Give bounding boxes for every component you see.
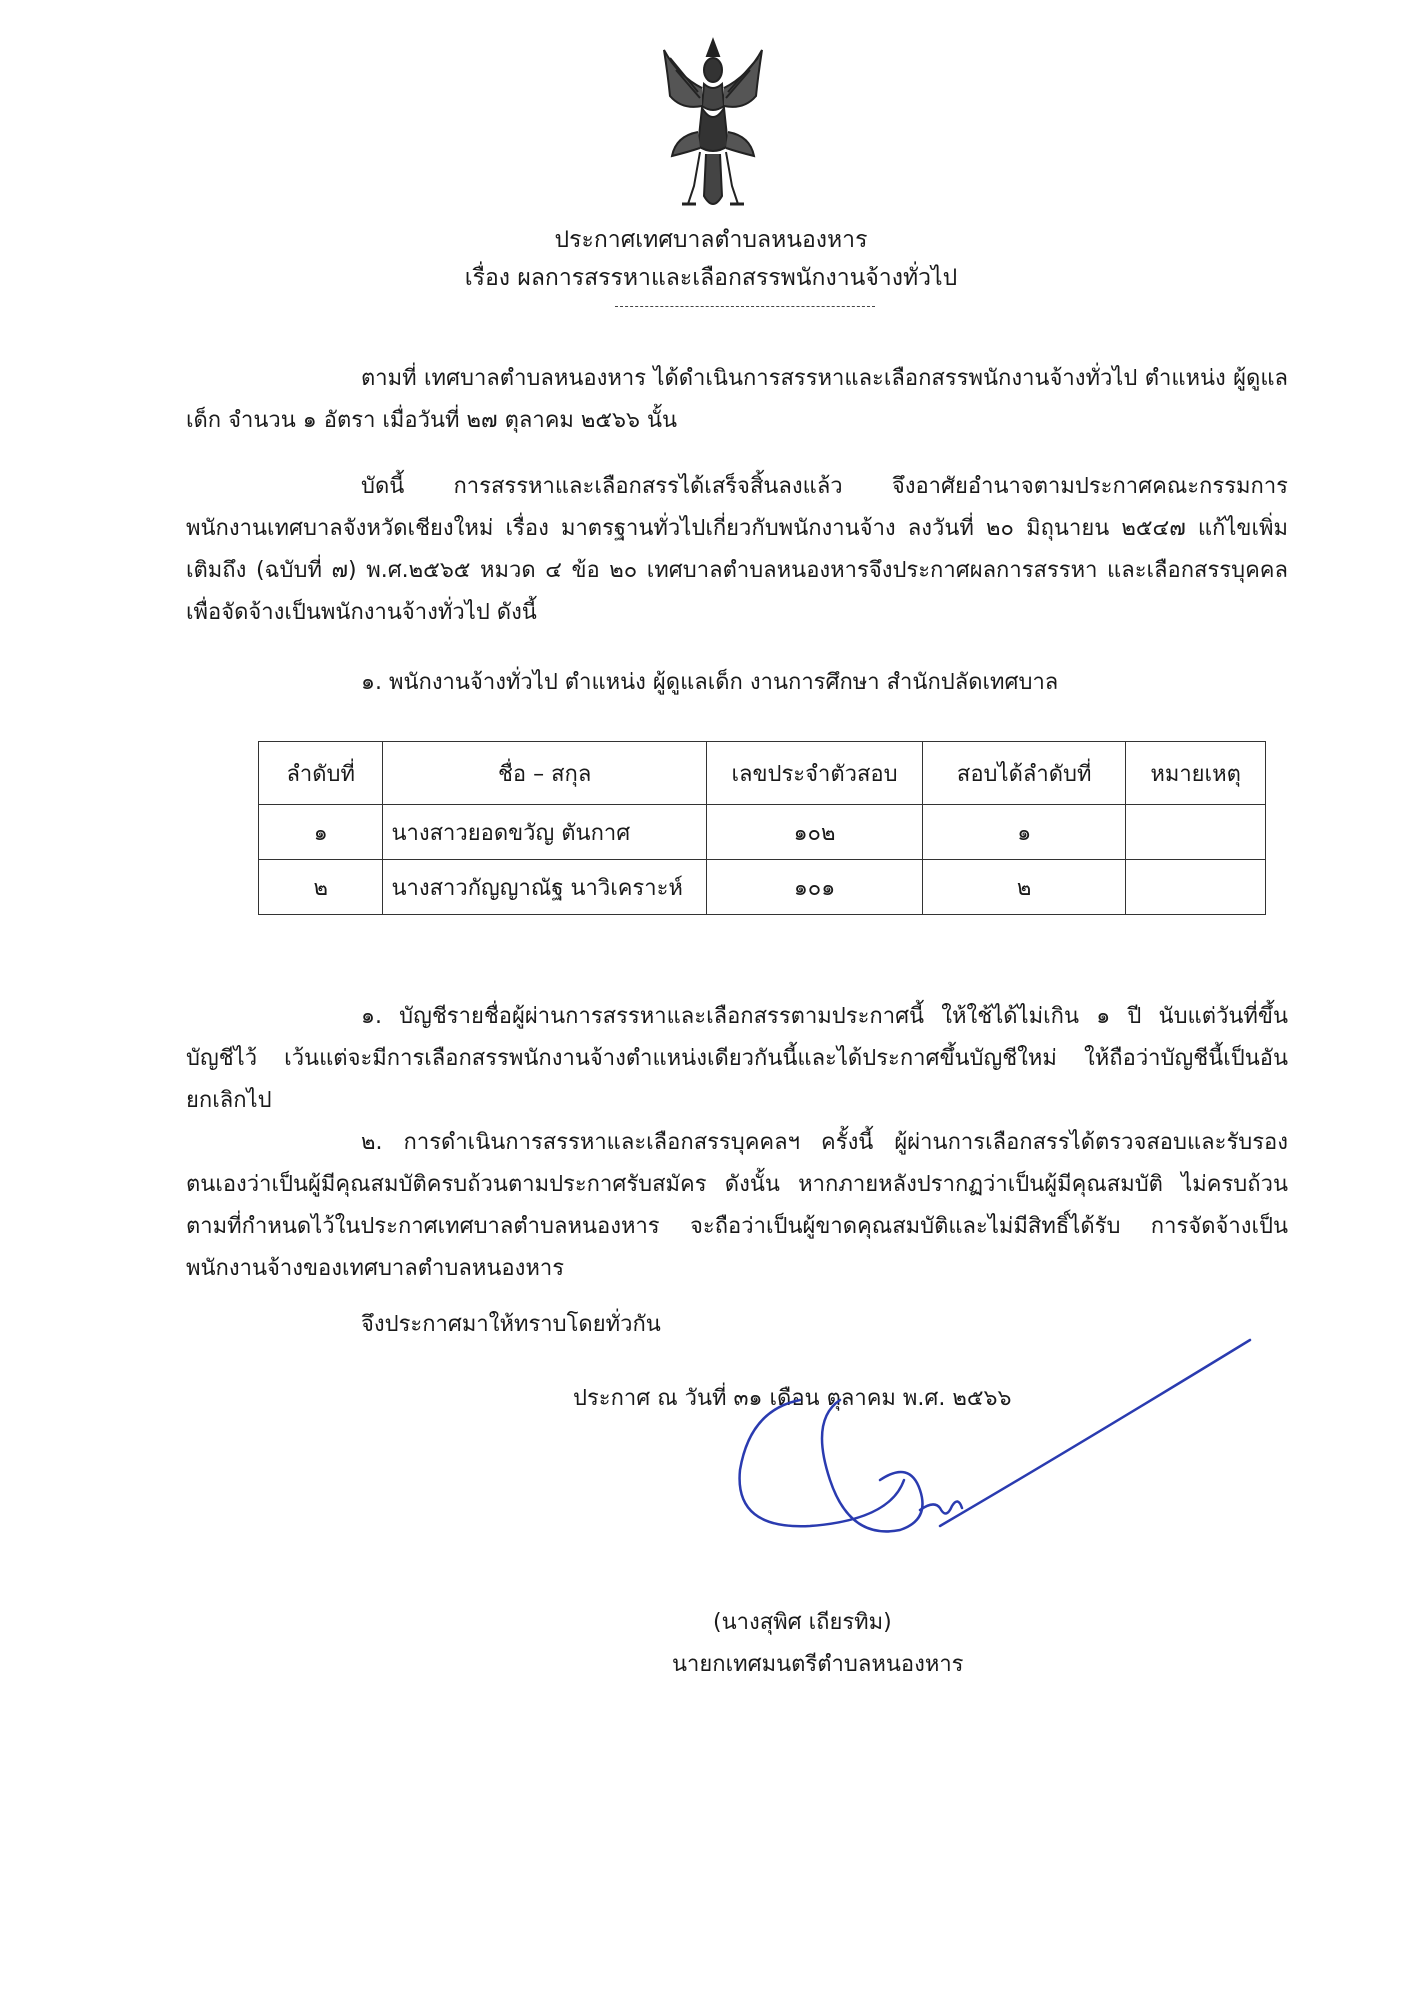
- signature-icon: [690, 1330, 1290, 1580]
- header-note: หมายเหตุ: [1126, 742, 1266, 805]
- row-name: นางสาวกัญญาณัฐ นาวิเคราะห์: [383, 860, 706, 915]
- table-row: [259, 805, 1266, 860]
- row-order: ๑: [259, 805, 383, 860]
- header-order: ลำดับที่: [259, 742, 383, 805]
- row-rank: ๒: [923, 860, 1126, 915]
- announce-date: ประกาศ ณ วันที่ ๓๑ เดือน ตุลาคม พ.ศ. ๒๕๖๖: [573, 1386, 1012, 1411]
- announcement-subject: เรื่อง ผลการสรรหาและเลือกสรรพนักงานจ้างทั่วไป: [464, 265, 958, 291]
- header-name: ชื่อ – สกุล: [383, 742, 706, 805]
- row-note: [1126, 805, 1266, 860]
- title-divider: [615, 306, 875, 307]
- row-note: [1126, 860, 1266, 915]
- row-exam-id: ๑๐๑: [706, 860, 922, 915]
- table-row: [259, 860, 1266, 915]
- signer-name: (นางสุพิศ เถียรทิม): [713, 1610, 892, 1635]
- row-name: นางสาวยอดขวัญ ตันกาศ: [383, 805, 706, 860]
- row-exam-id: ๑๐๒: [706, 805, 922, 860]
- row-rank: ๑: [923, 805, 1126, 860]
- header-rank: สอบได้ลำดับที่: [923, 742, 1126, 805]
- note-1: ๑. บัญชีรายชื่อผู้ผ่านการสรรหาและเลือกสรรตามประกาศนี้ ให้ใช้ได้ไม่เกิน ๑ ปี นับแต่วันที่ขึ้น บัญชีไว้ เว้นแต่จะมีการเลือกสรรพนักงานจ้างตำแหน่งเดียวกันนี้และได้ประกาศขึ้นบัญชีใหม่ ให้ถือว่าบัญชีนี้เป็นอัน ยกเลิกไป: [186, 1004, 1288, 1113]
- section-1-heading: ๑. พนักงานจ้างทั่วไป ตำแหน่ง ผู้ดูแลเด็ก งานการศึกษา สำนักปลัดเทศบาล: [361, 670, 1059, 695]
- note-2: ๒. การดำเนินการสรรหาและเลือกสรรบุคคลฯ ครั้งนี้ ผู้ผ่านการเลือกสรรได้ตรวจสอบและรับรอง ตนเองว่าเป็นผู้มีคุณสมบัติครบถ้วนตามประกาศรับสมัคร ดังนั้น หากภายหลังปรากฏว่าเป็นผู้มีคุณสมบัติ ไม่ครบถ้วน ตามที่กำหนดไว้ในประกาศเทศบาลตำบลหนองหาร จะถือว่าเป็นผู้ขาดคุณสมบัติและไม่มีสิทธิ์ได้รับ การจัดจ้างเป็นพนักงานจ้างของเทศบาลตำบลหนองหาร: [186, 1130, 1288, 1281]
- announcement-title: ประกาศเทศบาลตำบลหนองหาร: [554, 227, 868, 253]
- closing-announce: จึงประกาศมาให้ทราบโดยทั่วกัน: [361, 1312, 661, 1337]
- garuda-emblem-icon: [658, 36, 768, 216]
- signer-title: นายกเทศมนตรีตำบลหนองหาร: [672, 1652, 964, 1677]
- paragraph-2: บัดนี้ การสรรหาและเลือกสรรได้เสร็จสิ้นลงแล้ว จึงอาศัยอำนาจตามประกาศคณะกรรมการ พนักงานเทศบาลจังหวัดเชียงใหม่ เรื่อง มาตรฐานทั่วไปเกี่ยวกับพนักงานจ้าง ลงวันที่ ๒๐ มิถุนายน ๒๕๔๗ แก้ไขเพิ่มเติมถึง (ฉบับที่ ๗) พ.ศ.๒๕๖๕ หมวด ๔ ข้อ ๒๐ เทศบาลตำบลหนองหารจึงประกาศผลการสรรหา และเลือกสรรบุคคลเพื่อจัดจ้างเป็นพนักงานจ้างทั่วไป ดังนี้: [186, 474, 1288, 625]
- header-exam-id: เลขประจำตัวสอบ: [706, 742, 922, 805]
- results-table: [258, 741, 1266, 915]
- table-header-row: [259, 742, 1266, 805]
- row-order: ๒: [259, 860, 383, 915]
- paragraph-1: ตามที่ เทศบาลตำบลหนองหาร ได้ดำเนินการสรรหาและเลือกสรรพนักงานจ้างทั่วไป ตำแหน่ง ผู้ดูแลเด็ก จำนวน ๑ อัตรา เมื่อวันที่ ๒๗ ตุลาคม ๒๕๖๖ นั้น: [186, 366, 1288, 433]
